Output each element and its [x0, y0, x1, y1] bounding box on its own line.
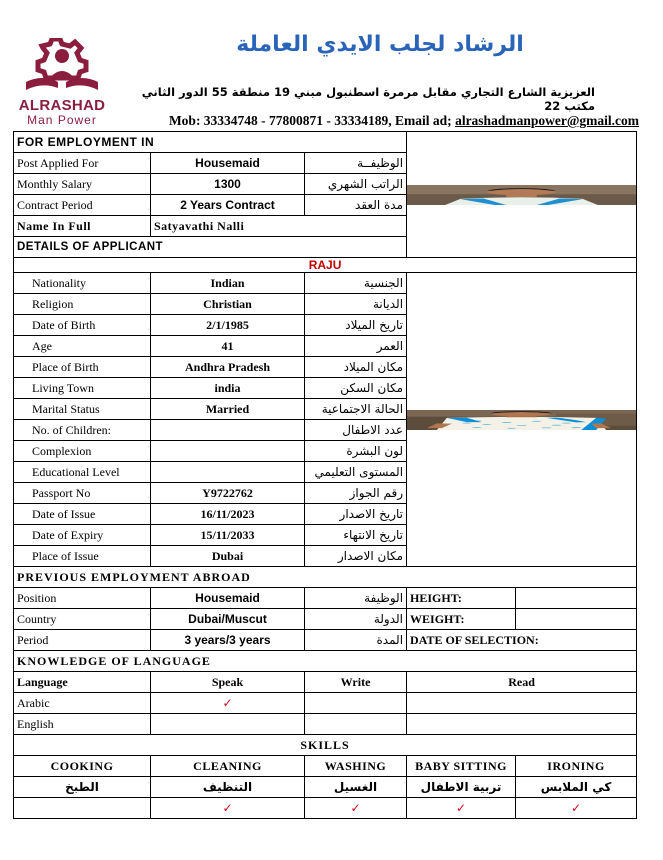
read-check	[407, 693, 637, 714]
detail-label-arabic: مكان السكن	[305, 378, 407, 399]
detail-label: Date of Birth	[14, 315, 151, 336]
detail-value: india	[151, 378, 305, 399]
employment-label: Contract Period	[14, 195, 151, 216]
logo-name: ALRASHAD	[18, 97, 106, 114]
language-name: Arabic	[14, 693, 151, 714]
height-label: HEIGHT:	[407, 588, 516, 609]
detail-label: Place of Birth	[14, 357, 151, 378]
detail-label: Living Town	[14, 378, 151, 399]
detail-value: 41	[151, 336, 305, 357]
language-header-row	[14, 672, 637, 693]
language-header: Language	[14, 672, 151, 693]
applicant-photo-large	[407, 273, 637, 567]
applicant-section-title: DETAILS OF APPLICANT	[14, 237, 407, 258]
read-header: Read	[407, 672, 637, 693]
skills-tick-row	[14, 798, 637, 819]
detail-label-arabic: تاريخ الانتهاء	[305, 525, 407, 546]
previous-label-arabic: الوظيفة	[305, 588, 407, 609]
skill-cooking-check	[14, 798, 151, 819]
write-header: Write	[305, 672, 407, 693]
skill-cleaning-arabic: التنظيف	[151, 777, 305, 798]
previous-label: Position	[14, 588, 151, 609]
detail-value: 2/1/1985	[151, 315, 305, 336]
speak-check	[151, 714, 305, 735]
weight-label: WEIGHT:	[407, 609, 516, 630]
detail-label: Age	[14, 336, 151, 357]
detail-label-arabic: المستوى التعليمي	[305, 462, 407, 483]
logo-subtitle: Man Power	[27, 113, 97, 127]
detail-value	[151, 441, 305, 462]
skill-washing-check-icon: ✓	[305, 798, 407, 819]
detail-value: Christian	[151, 294, 305, 315]
skill-ironing-arabic: كي الملابس	[516, 777, 637, 798]
applicant-row	[14, 273, 637, 294]
employment-value: Housemaid	[151, 153, 305, 174]
previous-value: 3 years/3 years	[151, 630, 305, 651]
detail-label: Passport No	[14, 483, 151, 504]
detail-label: Marital Status	[14, 399, 151, 420]
contact-email[interactable]: alrashadmanpower@gmail.com	[455, 113, 639, 128]
skill-cleaning: CLEANING	[151, 756, 305, 777]
company-address-arabic: العزيزية الشارع التجاري مقابل مرمرة اسطنبول مبني 19 منطقة 55 الدور الثاني مكتب 22	[141, 85, 595, 113]
skills-arabic-row	[14, 777, 637, 798]
skill-washing: WASHING	[305, 756, 407, 777]
detail-label-arabic: الديانة	[305, 294, 407, 315]
skill-washing-arabic: الغسيل	[305, 777, 407, 798]
skill-baby-sitting-check-icon: ✓	[407, 798, 516, 819]
full-name-value: Satyavathi Nalli	[151, 216, 407, 237]
detail-label: Religion	[14, 294, 151, 315]
previous-label-arabic: المدة	[305, 630, 407, 651]
previous-section-title: PREVIOUS EMPLOYMENT ABROAD	[14, 567, 637, 588]
employment-value: 2 Years Contract	[151, 195, 305, 216]
skill-cooking-arabic: الطبخ	[14, 777, 151, 798]
detail-value	[151, 462, 305, 483]
detail-label: No. of Children:	[14, 420, 151, 441]
detail-label-arabic: الجنسية	[305, 273, 407, 294]
detail-value: Indian	[151, 273, 305, 294]
contact-line	[124, 113, 639, 129]
language-name: English	[14, 714, 151, 735]
skill-baby-sitting: BABY SITTING	[407, 756, 516, 777]
detail-value: Andhra Pradesh	[151, 357, 305, 378]
weight-value	[516, 609, 637, 630]
language-row	[14, 693, 637, 714]
logo-gear-icon	[12, 38, 112, 98]
detail-value: Dubai	[151, 546, 305, 567]
detail-value	[151, 420, 305, 441]
applicant-photo-small	[407, 132, 637, 258]
skill-baby-sitting-arabic: تربية الاطفال	[407, 777, 516, 798]
employment-label-arabic: مدة العقد	[305, 195, 407, 216]
employment-label: Post Applied For	[14, 153, 151, 174]
skill-cleaning-check-icon: ✓	[151, 798, 305, 819]
write-check	[305, 714, 407, 735]
previous-value: Housemaid	[151, 588, 305, 609]
previous-row	[14, 609, 637, 630]
detail-label: Place of Issue	[14, 546, 151, 567]
detail-value: 16/11/2023	[151, 504, 305, 525]
company-title-arabic: الرشاد لجلب الايدي العاملة	[236, 32, 524, 57]
skill-ironing-check-icon: ✓	[516, 798, 637, 819]
employment-label-arabic: الوظيفــة	[305, 153, 407, 174]
speak-check-icon: ✓	[151, 693, 305, 714]
previous-label: Period	[14, 630, 151, 651]
detail-label-arabic: مكان الاصدار	[305, 546, 407, 567]
skill-ironing: IRONING	[516, 756, 637, 777]
write-check	[305, 693, 407, 714]
previous-label-arabic: الدولة	[305, 609, 407, 630]
speak-header: Speak	[151, 672, 305, 693]
employment-label-arabic: الراتب الشهري	[305, 174, 407, 195]
height-value	[516, 588, 637, 609]
application-form	[13, 131, 637, 819]
detail-label-arabic: عدد الاطفال	[305, 420, 407, 441]
language-section-title: KNOWLEDGE OF LANGUAGE	[14, 651, 637, 672]
detail-label: Educational Level	[14, 462, 151, 483]
detail-label-arabic: رقم الجواز	[305, 483, 407, 504]
skills-section-title: SKILLS	[14, 735, 637, 756]
date-of-selection-label: DATE OF SELECTION:	[407, 630, 637, 651]
agent-name: RAJU	[14, 258, 637, 273]
detail-label-arabic: لون البشرة	[305, 441, 407, 462]
previous-row	[14, 630, 637, 651]
previous-label: Country	[14, 609, 151, 630]
detail-label-arabic: مكان الميلاد	[305, 357, 407, 378]
skills-english-row	[14, 756, 637, 777]
contact-phones: Mob: 33334748 - 77800871 - 33334189, Email ad;	[168, 113, 456, 128]
detail-label-arabic: تاريخ الميلاد	[305, 315, 407, 336]
detail-label: Complexion	[14, 441, 151, 462]
language-row	[14, 714, 637, 735]
detail-label-arabic: تاريخ الاصدار	[305, 504, 407, 525]
previous-row	[14, 588, 637, 609]
detail-value: Y9722762	[151, 483, 305, 504]
employment-label: Monthly Salary	[14, 174, 151, 195]
employment-value: 1300	[151, 174, 305, 195]
detail-value: Married	[151, 399, 305, 420]
detail-label: Nationality	[14, 273, 151, 294]
full-name-label: Name In Full	[14, 216, 151, 237]
skill-cooking: COOKING	[14, 756, 151, 777]
read-check	[407, 714, 637, 735]
detail-label: Date of Issue	[14, 504, 151, 525]
detail-label-arabic: الحالة الاجتماعية	[305, 399, 407, 420]
employment-section-title: FOR EMPLOYMENT IN	[14, 132, 407, 153]
previous-value: Dubai/Muscut	[151, 609, 305, 630]
detail-value: 15/11/2033	[151, 525, 305, 546]
detail-label: Date of Expiry	[14, 525, 151, 546]
detail-label-arabic: العمر	[305, 336, 407, 357]
